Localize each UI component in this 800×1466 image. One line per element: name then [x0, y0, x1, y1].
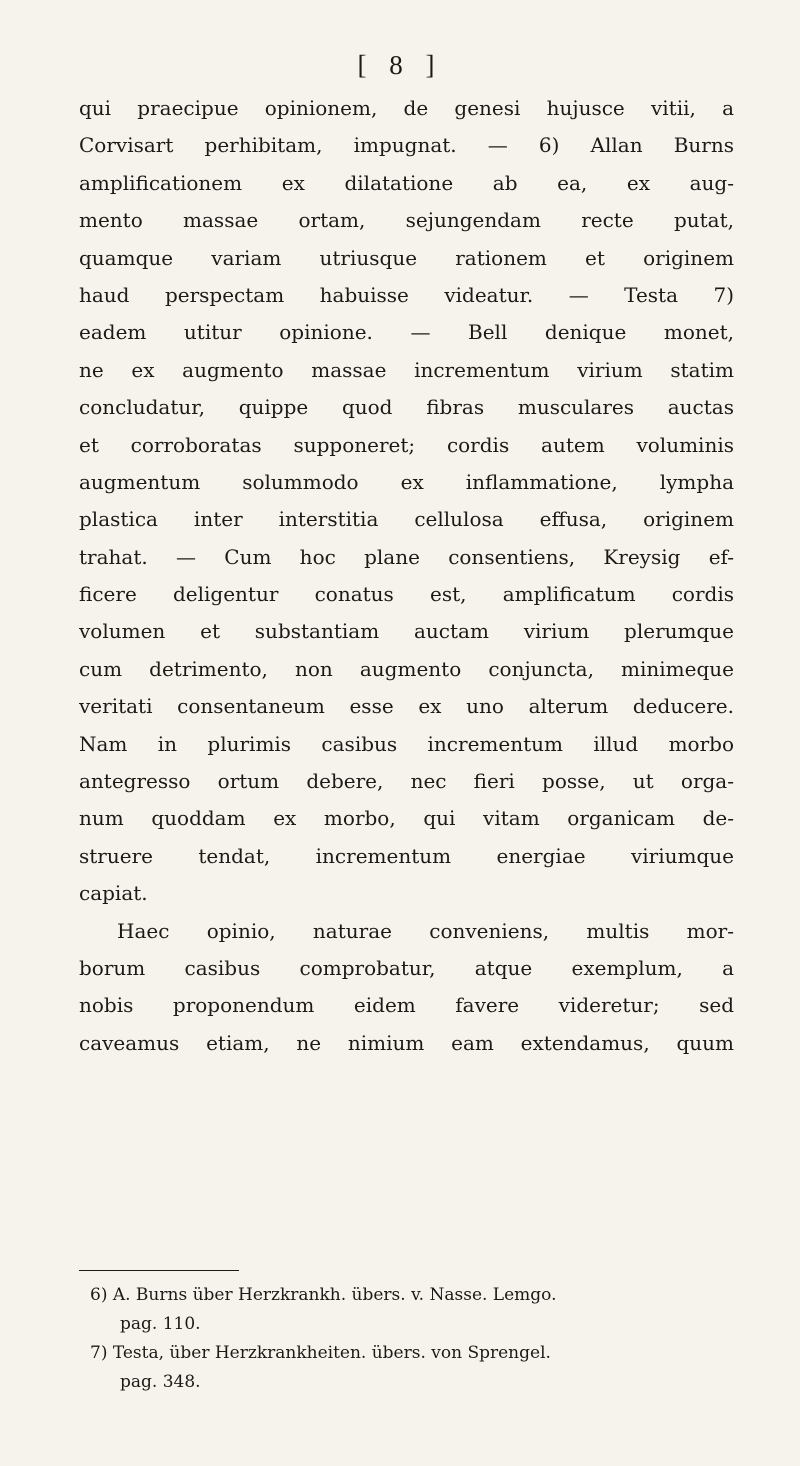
footnote-line: pag. 110. [120, 1314, 201, 1334]
text-line: eadem utitur opinione. — Bell denique monet, [79, 320, 734, 345]
main-text [79, 90, 734, 1062]
text-line: amplificationem ex dilatatione ab ea, ex aug- [79, 170, 734, 195]
footnote-line: 6) A. Burns über Herzkrankh. übers. v. Nasse. Lemgo. [90, 1285, 557, 1305]
text-line: volumen et substantiam auctam virium plerumque [79, 619, 734, 644]
footnote-line: 7) Testa, über Herzkrankheiten. übers. von Sprengel. [90, 1343, 551, 1363]
text-line: mento massae ortam, sejungendam recte putat, [79, 208, 734, 233]
footnote-divider [79, 1270, 239, 1271]
text-line: augmentum solummodo ex inflammatione, lympha [79, 469, 734, 494]
text-line: nobis proponendum eidem favere videretur; sed [79, 993, 734, 1018]
text-line: plastica inter interstitia cellulosa effusa, originem [79, 507, 734, 532]
footnote-line: pag. 348. [120, 1372, 201, 1392]
text-line: caveamus etiam, ne nimium eam extendamus, quum [79, 1030, 734, 1055]
text-line: cum detrimento, non augmento conjuncta, minimeque [79, 656, 734, 681]
paragraph-start-line: Haec opinio, naturae conveniens, multis mor- [117, 918, 734, 943]
text-line: struere tendat, incrementum energiae viriumque [79, 843, 734, 868]
text-line: concludatur, quippe quod fibras musculares auctas [79, 395, 734, 420]
text-line: Nam in plurimis casibus incrementum illud morbo [79, 731, 734, 756]
text-line: ficere deligentur conatus est, amplificatum cordis [79, 582, 734, 607]
text-line: ne ex augmento massae incrementum virium statim [79, 357, 734, 382]
text-line: haud perspectam habuisse videatur. — Testa 7) [79, 282, 734, 307]
text-line: qui praecipue opinionem, de genesi hujusce vitii, a [79, 96, 734, 120]
page-number: [ 8 ] [357, 50, 443, 80]
footnotes [90, 1281, 734, 1397]
footnote-7 [90, 1339, 734, 1397]
text-line: capiat. [79, 881, 148, 906]
text-line: trahat. — Cum hoc plane consentiens, Kreysig ef- [79, 544, 734, 569]
text-line: et corroboratas supponeret; cordis autem voluminis [79, 432, 734, 457]
text-line: Corvisart perhibitam, impugnat. — 6) Allan Burns [79, 133, 734, 158]
text-line: borum casibus comprobatur, atque exemplum, a [79, 955, 734, 980]
text-line: num quoddam ex morbo, qui vitam organicam de- [79, 806, 734, 831]
text-line: quamque variam utriusque rationem et originem [79, 245, 734, 270]
footnote-6 [90, 1281, 734, 1339]
text-line: antegresso ortum debere, nec fieri posse, ut orga- [79, 769, 734, 794]
text-line: veritati consentaneum esse ex uno alterum deducere. [79, 694, 734, 719]
